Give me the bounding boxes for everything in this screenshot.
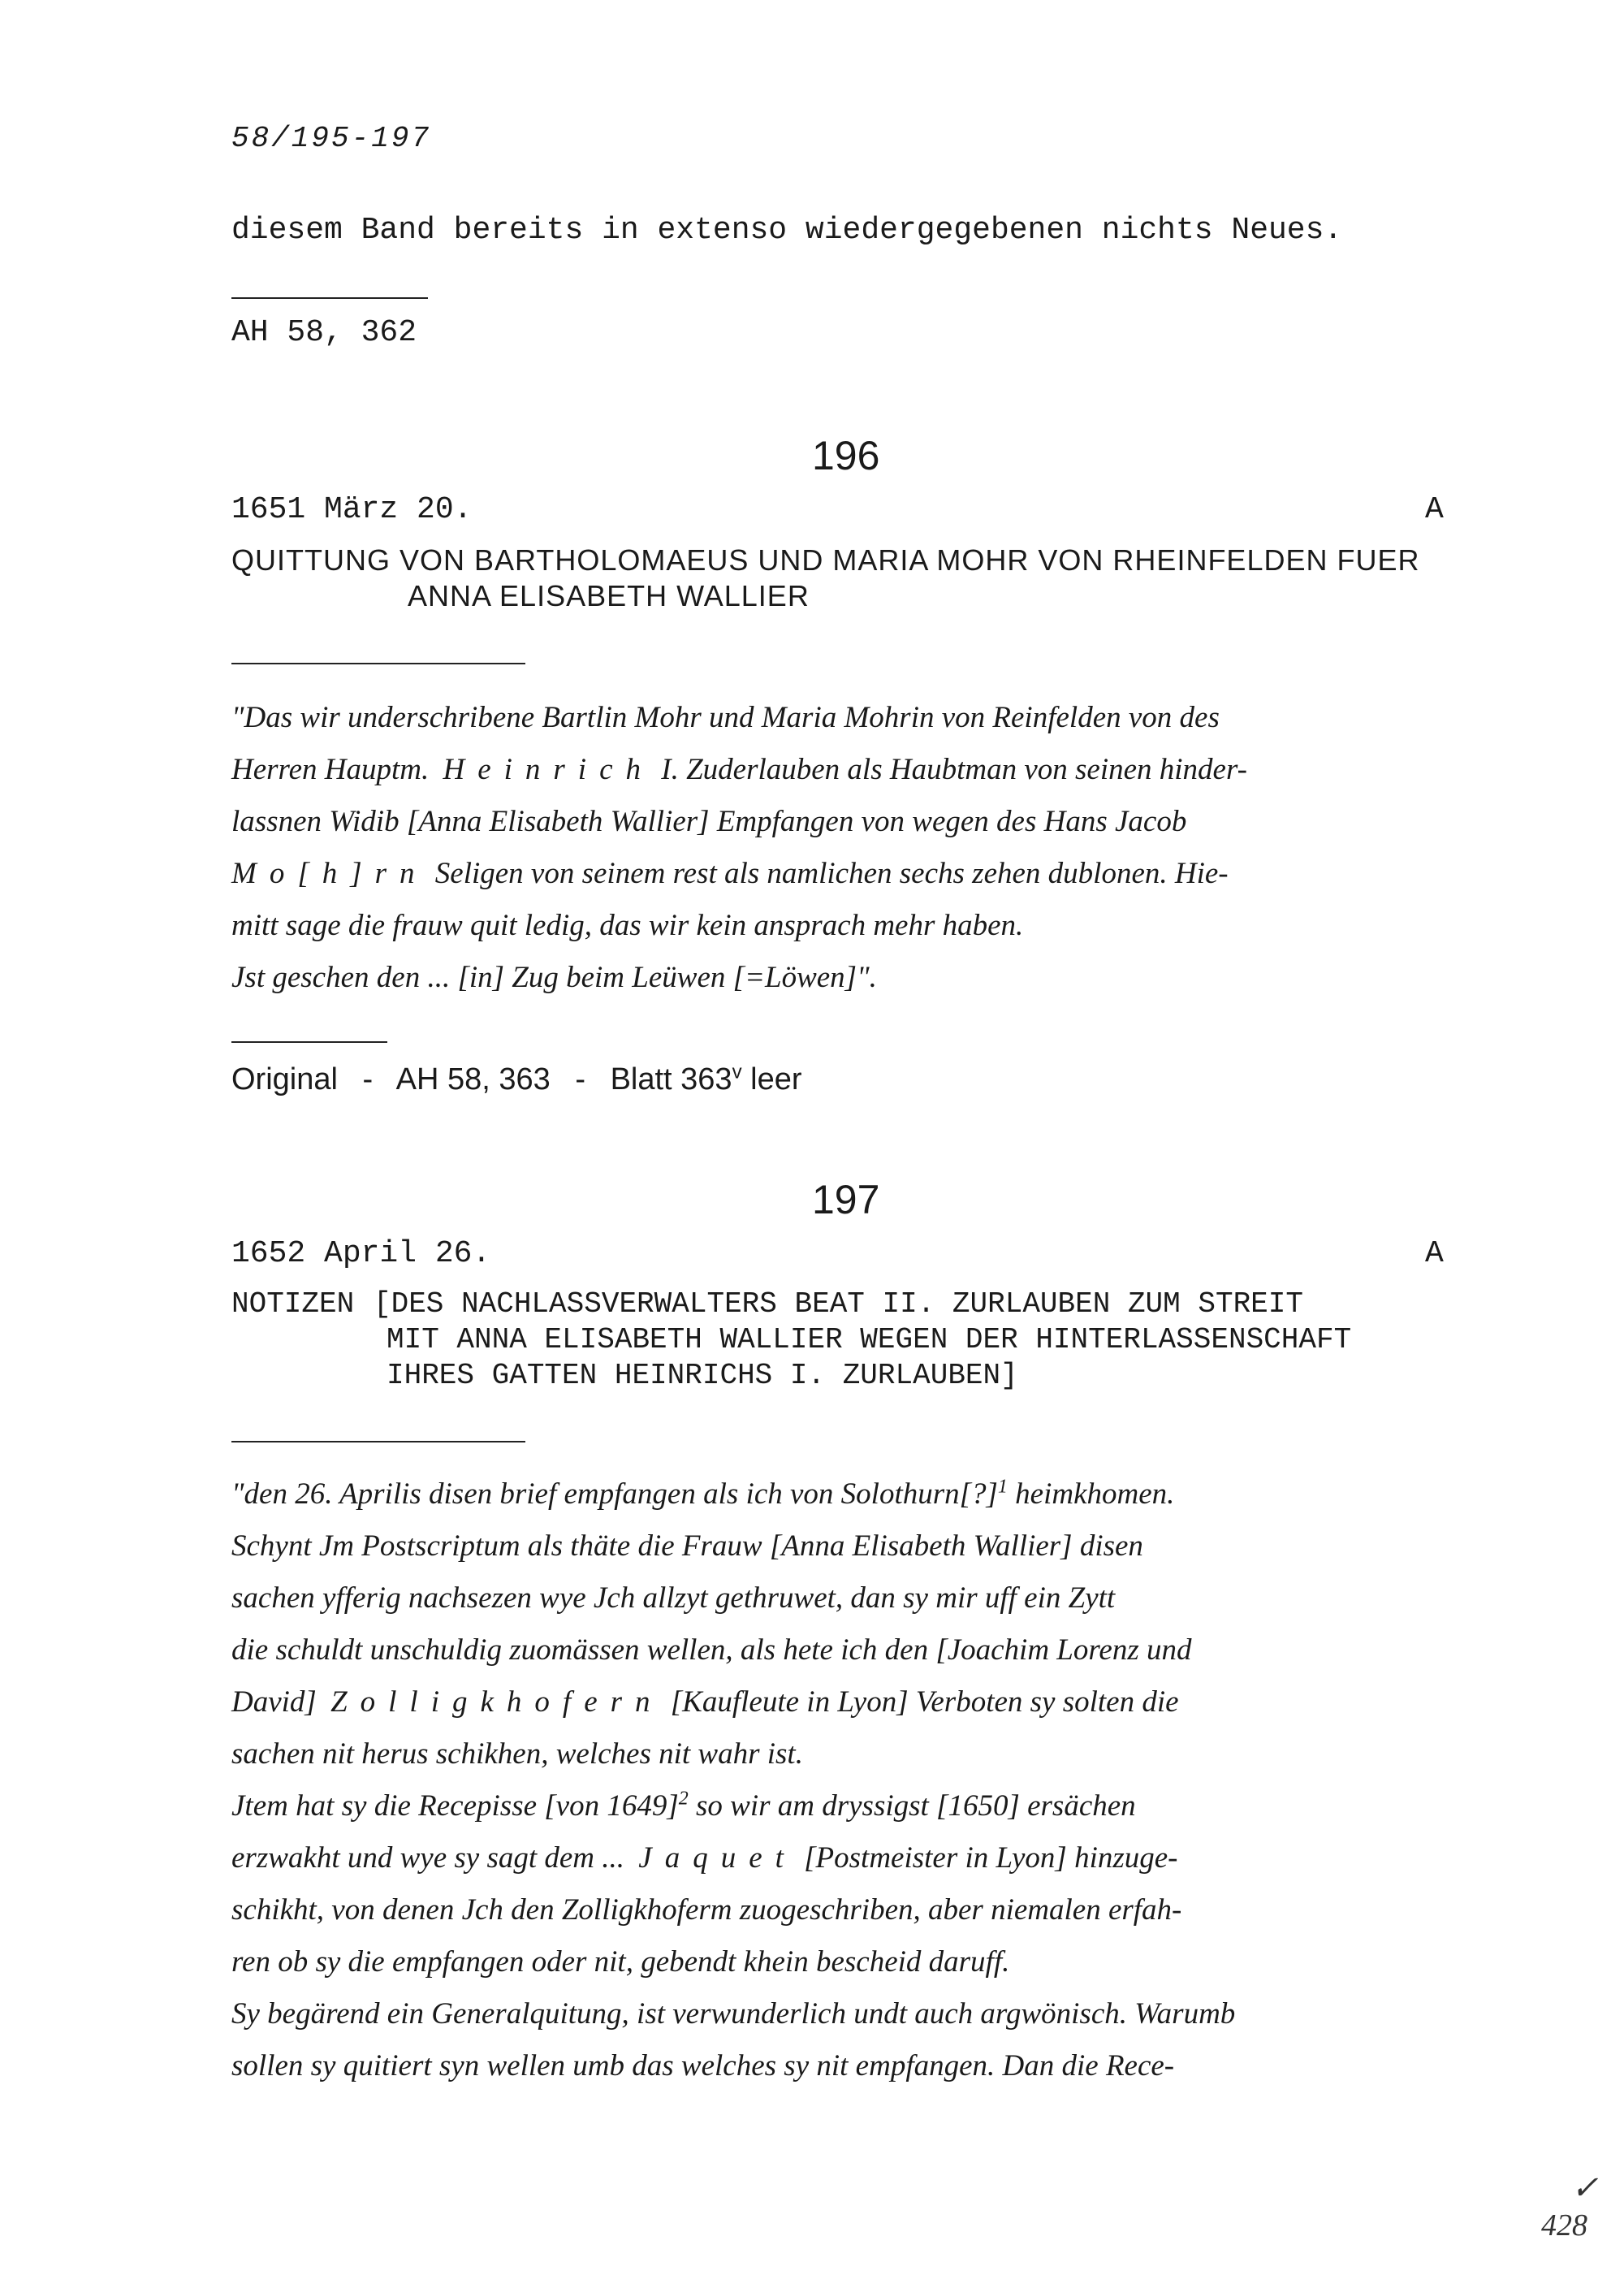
document-type-197: A — [1425, 1236, 1444, 1271]
separator-rule — [231, 1441, 525, 1442]
document-title-197-line3: IHRES GATTEN HEINRICHS I. ZURLAUBEN] — [387, 1359, 1018, 1392]
document-title-196-line1: QUITTUNG VON BARTHOLOMAEUS UND MARIA MOHR VON RHEINFELDEN FUER — [231, 543, 1420, 577]
footnote-marker: 1 — [997, 1476, 1008, 1498]
document-number-196: 196 — [812, 433, 880, 478]
quote-line: Schynt Jm Postscriptum als thäte die Frauw [Anna Elisabeth Wallier] disen — [231, 1529, 1143, 1563]
quote-line — [231, 752, 1247, 787]
quote-line: lassnen Widib [Anna Elisabeth Wallier] Empfangen von wegen des Hans Jacob — [231, 805, 1187, 838]
quote-text: erzwakht und wye sy sagt dem ... — [231, 1841, 625, 1875]
quote-line: die schuldt unschuldig zuomässen wellen, als hete ich den [Joachim Lorenz und — [231, 1633, 1192, 1667]
spaced-name: Mo[h]rn — [231, 857, 428, 890]
quote-line: ren ob sy die empfangen oder nit, gebendt khein bescheid daruff. — [231, 1945, 1010, 1979]
quote-text: Jtem hat sy die Recepisse [von 1649] — [231, 1789, 679, 1823]
reference-number: 58/195-197 — [231, 122, 432, 155]
quote-line: sachen nit herus schikhen, welches nit wahr ist. — [231, 1737, 803, 1771]
document-title-197-line1: [DES NACHLASSVERWALTERS BEAT II. ZURLAUBEN ZUM STREIT — [374, 1287, 1303, 1321]
document-title-196-line2: ANNA ELISABETH WALLIER — [408, 579, 810, 612]
quote-line: "Das wir underschribene Bartlin Mohr und Maria Mohrin von Reinfelden von des — [231, 701, 1220, 734]
checkmark-icon: ✓ — [1571, 2169, 1599, 2206]
quote-text: I. Zuderlauben als Haubtman von seinen hinder- — [661, 753, 1247, 786]
separator-rule — [231, 1041, 387, 1043]
handwritten-page-number: 428 — [1541, 2208, 1587, 2243]
quote-line — [231, 1788, 1136, 1823]
document-title-197-label: NOTIZEN — [231, 1287, 355, 1321]
quote-line: sachen yfferig nachsezen wye Jch allzyt gethruwet, dan sy mir uff ein Zytt — [231, 1581, 1116, 1615]
separator-rule — [231, 663, 525, 664]
quote-text: "den 26. Aprilis disen brief empfangen als ich von Solothurn[?] — [231, 1477, 998, 1511]
quote-line: sollen sy quitiert syn wellen umb das welches sy nit empfangen. Dan die Rece- — [231, 2049, 1175, 2083]
source-line-196: Original - AH 58, 363 - Blatt 363$^v$ leer — [231, 1061, 802, 1096]
quote-line — [231, 856, 1229, 891]
source-archive: AH 58, 363 — [395, 1062, 551, 1096]
document-number-197: 197 — [812, 1177, 880, 1222]
quote-line — [231, 1477, 1174, 1512]
quote-line — [231, 1685, 1179, 1719]
separator-rule — [231, 297, 428, 299]
quote-line: Jst geschen den ... [in] Zug beim Leüwen [=Löwen]". — [231, 961, 877, 994]
document-type-196: A — [1425, 492, 1444, 527]
footnote-marker: 2 — [678, 1788, 689, 1810]
source-folio: Blatt 363 — [610, 1062, 732, 1096]
quote-text: [Kaufleute in Lyon] Verboten sy solten die — [670, 1685, 1179, 1719]
quote-text: [Postmeister in Lyon] hinzuge- — [804, 1841, 1178, 1875]
quote-line — [231, 1840, 1178, 1875]
continuation-source: AH 58, 362 — [231, 315, 417, 350]
quote-line: schikht, von denen Jch den Zolligkhoferm zuogeschriben, aber niemalen erfah- — [231, 1893, 1182, 1927]
quote-text: Seligen von seinem rest als namlichen sechs zehen dublonen. Hie- — [434, 857, 1229, 890]
spaced-name: Zolligkhofern — [330, 1685, 663, 1719]
spaced-name: Jaquet — [638, 1841, 797, 1875]
quote-line: mitt sage die frauw quit ledig, das wir kein ansprach mehr haben. — [231, 909, 1024, 942]
source-original: Original — [231, 1062, 338, 1096]
verso-superscript: v — [732, 1061, 742, 1083]
quote-text: heimkhomen. — [1015, 1477, 1175, 1511]
quote-text: so wir am dryssigst [1650] ersächen — [696, 1789, 1136, 1823]
quote-line: Sy begärend ein Generalquitung, ist verwunderlich undt auch argwönisch. Warumb — [231, 1997, 1236, 2031]
quote-text: Herren Hauptm. — [231, 753, 430, 786]
source-note: leer — [750, 1062, 802, 1096]
quote-text: David] — [231, 1685, 317, 1719]
document-date-197: 1652 April 26. — [231, 1236, 491, 1271]
document-date-196: 1651 März 20. — [231, 492, 473, 527]
document-title-197-line2: MIT ANNA ELISABETH WALLIER WEGEN DER HINTERLASSENSCHAFT — [387, 1323, 1352, 1356]
continuation-text: diesem Band bereits in extenso wiedergegebenen nichts Neues. — [231, 213, 1343, 248]
spaced-name: Heinrich — [443, 753, 654, 786]
